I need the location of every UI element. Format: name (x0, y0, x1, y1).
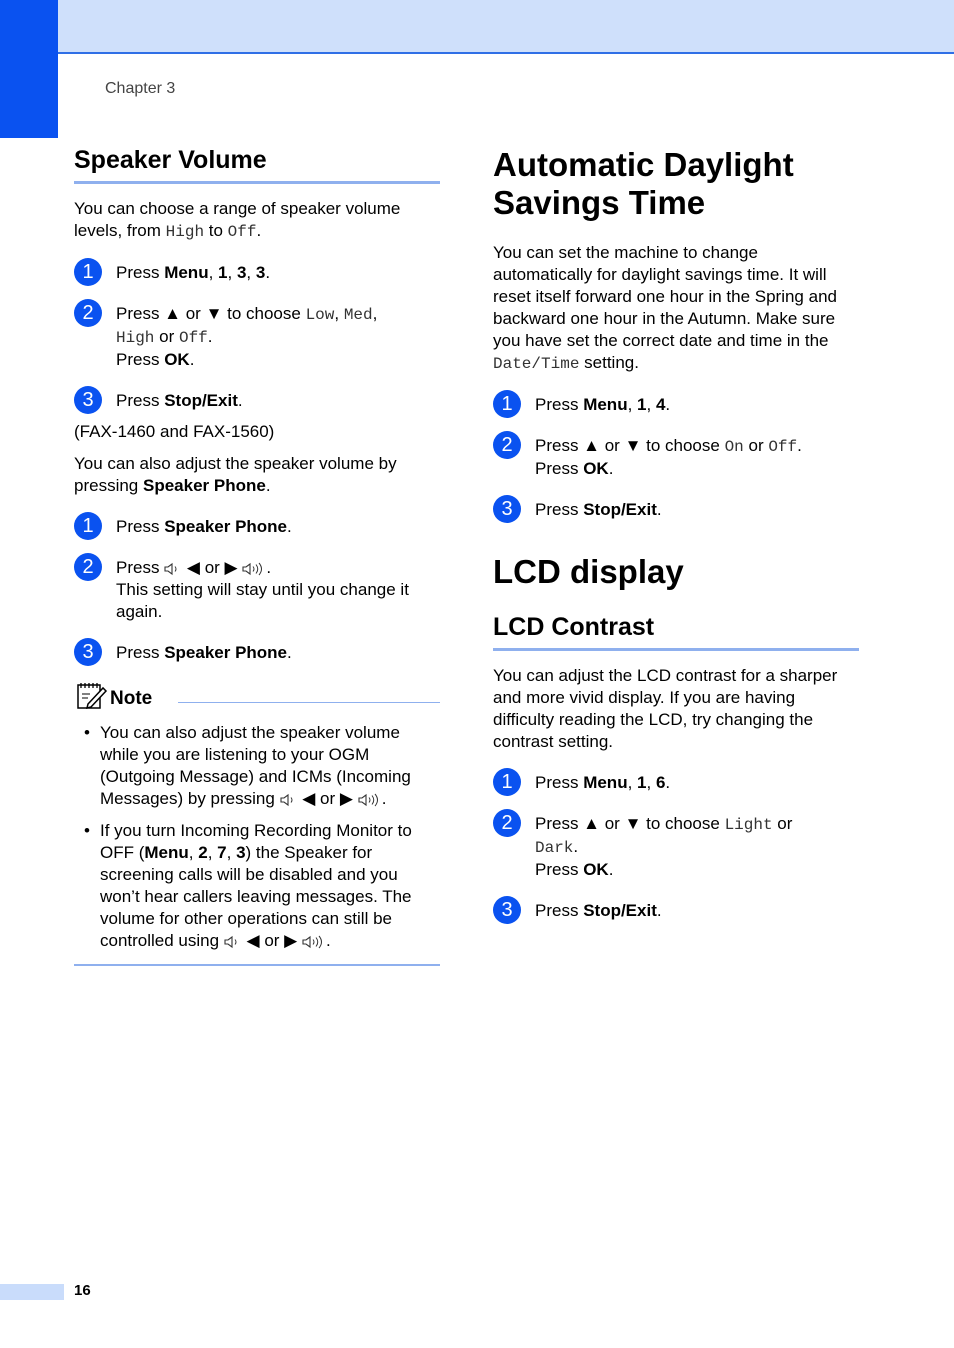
sv-step-1: 1 Press Menu, 1, 3, 3. (74, 262, 440, 284)
sv-step-2: 2 Press ▲ or ▼ to choose Low, Med, High or Off. Press OK. (74, 303, 440, 371)
speaker-volume-heading: Speaker Volume (74, 146, 440, 184)
sp-step-1: 1 Press Speaker Phone. (74, 516, 440, 538)
chapter-label: Chapter 3 (105, 80, 176, 97)
page-number: 16 (74, 1282, 91, 1299)
lcd-contrast-heading: LCD Contrast (493, 613, 859, 651)
speaker-high-icon (302, 935, 326, 949)
dst-intro: You can set the machine to change automatically for daylight savings time. It will reset itself forward one hour in the Spring and backward one hour in the Autumn. Make sure you have set the correct date and time in the Date/Time setting. (493, 243, 837, 373)
step-number: 1 (493, 390, 521, 418)
speaker-high-icon (358, 793, 382, 807)
speaker-low-icon (164, 562, 182, 576)
sv-step-3: 3 Press Stop/Exit. (74, 390, 440, 412)
speaker-low-icon (280, 793, 298, 807)
step-number: 2 (493, 431, 521, 459)
page-number-band (0, 1284, 64, 1300)
note-header (74, 682, 440, 712)
step-number: 1 (74, 512, 102, 540)
step-number: 3 (74, 638, 102, 666)
right-column (493, 146, 859, 922)
note-bullet-1: • You can also adjust the speaker volume while you are listening to your OGM (Outgoing Message) and ICMs (Incoming Messages) by pressing ◀ or ▶ . (84, 723, 411, 808)
speaker-low-icon (224, 935, 242, 949)
lcd-step-3: 3 Press Stop/Exit. (493, 900, 859, 922)
step-number: 1 (74, 258, 102, 286)
step-number: 3 (493, 495, 521, 523)
step-number: 2 (74, 553, 102, 581)
step-number: 1 (493, 768, 521, 796)
dst-heading: Automatic Daylight Savings Time (493, 146, 794, 221)
dst-step-1: 1 Press Menu, 1, 4. (493, 394, 859, 416)
note-bullet-2: • If you turn Incoming Recording Monitor to OFF (Menu, 2, 7, 3) the Speaker for screening calls will be disabled and you won’t hear callers leaving messages. The volume for other operations can still be controlled using ◀ or ▶ . (84, 821, 412, 950)
models-note: (FAX-1460 and FAX-1560) (74, 422, 275, 441)
chapter-tab (0, 0, 58, 138)
note-title: Note (110, 688, 153, 709)
lcd-display-heading: LCD display (493, 553, 684, 590)
step-number: 3 (74, 386, 102, 414)
note-end-rule (74, 964, 440, 966)
note-pencil-icon (76, 682, 108, 710)
speaker-volume-intro: You can choose a range of speaker volume levels, from High to Off. (74, 199, 401, 241)
step-number: 2 (74, 299, 102, 327)
lcd-step-2: 2 Press ▲ or ▼ to choose Light or Dark. Press OK. (493, 813, 859, 881)
dst-step-3: 3 Press Stop/Exit. (493, 499, 859, 521)
sp-step-3: 3 Press Speaker Phone. (74, 642, 440, 664)
dst-step-2: 2 Press ▲ or ▼ to choose On or Off. Press OK. (493, 435, 859, 480)
sp-step-2: 2 Press ◀ or ▶ . This setting will stay until you change it again. (74, 557, 440, 623)
speaker-phone-intro: You can also adjust the speaker volume by pressing Speaker Phone. (74, 454, 397, 495)
step-number: 2 (493, 809, 521, 837)
header-band (58, 0, 954, 54)
lcd-step-1: 1 Press Menu, 1, 6. (493, 772, 859, 794)
step-number: 3 (493, 896, 521, 924)
note-rule (178, 702, 440, 703)
speaker-high-icon (242, 562, 266, 576)
lcd-intro: You can adjust the LCD contrast for a sharper and more vivid display. If you are having difficulty reading the LCD, try changing the contrast setting. (493, 666, 838, 751)
left-column (74, 146, 440, 966)
